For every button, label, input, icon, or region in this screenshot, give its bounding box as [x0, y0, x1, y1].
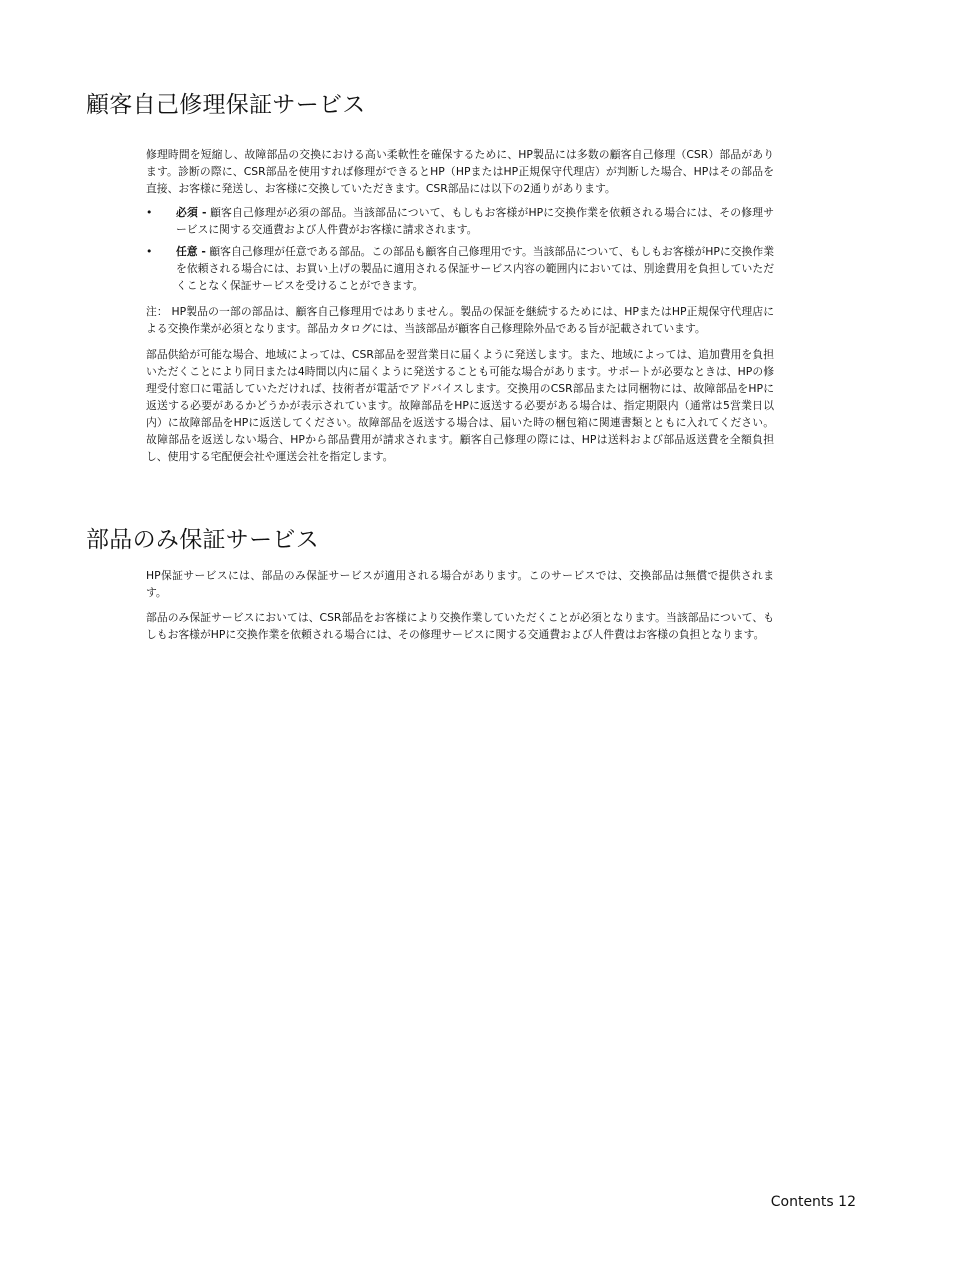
list-item-term: 任意 - [176, 245, 206, 258]
note-label: 注： [146, 305, 168, 318]
section-body-parts-only-warranty [146, 567, 774, 643]
csr-types-list [146, 204, 774, 294]
list-item-mandatory [146, 204, 774, 238]
note-text: HP製品の一部の部品は、顧客自己修理用ではありません。製品の保証を継続するためには、HPまたはHP正規保守代理店による交換作業が必須となります。部品カタログには、当該部品が顧客自己修理除外品である旨が記載されています。 [146, 305, 774, 335]
section-title-parts-only-warranty: 部品のみ保証サービス [86, 527, 319, 553]
parts-only-paragraph-2: 部品のみ保証サービスにおいては、CSR部品をお客様により交換作業していただくことが必須となります。当該部品について、もしもお客様がHPに交換作業を依頼される場合には、その修理サービスに関する交通費および人件費はお客様の負担となります。 [146, 611, 774, 641]
list-item-optional [146, 243, 774, 294]
list-item-text: 顧客自己修理が任意である部品。この部品も顧客自己修理用です。当該部品について、もしもお客様がHPに交換作業を依頼される場合には、お買い上げの製品に適用される保証サービス内容の範囲内においては、別途費用を負担していただくことなく保証サービスを受けることができます。 [176, 245, 774, 292]
section-title-customer-self-repair: 顧客自己修理保証サービス [86, 92, 366, 118]
list-item-text: 顧客自己修理が必須の部品。当該部品について、もしもお客様がHPに交換作業を依頼される場合には、その修理サービスに関する交通費および人件費がお客様に請求されます。 [176, 206, 775, 236]
bullet-icon: • [146, 206, 153, 219]
page-footer [771, 1193, 856, 1211]
bullet-icon: • [146, 245, 153, 258]
parts-only-paragraph-1: HP保証サービスには、部品のみ保証サービスが適用される場合があります。このサービスでは、交換部品は無償で提供されます。 [146, 569, 774, 599]
page-number: 12 [838, 1194, 856, 1210]
section-body-customer-self-repair [146, 146, 774, 465]
list-item-term: 必須 - [176, 206, 207, 219]
csr-shipping-paragraph: 部品供給が可能な場合、地域によっては、CSR部品を翌営業日に届くように発送します。また、地域によっては、追加費用を負担いただくことにより同日または4時間以内に届くように発送することも可能な場合があります。サポートが必要なときは、HPの修理受付窓口に電話していただければ、技術者が電話でアドバイスします。交換用のCSR部品または同梱物には、故障部品をHPに返送する必要があるかどうかが表示されています。故障部品をHPに返送する必要がある場合は、指定期限内（通常は5営業日以内）に故障部品をHPに返送してください。故障部品を返送する場合は、届いた時の梱包箱に関連書類とともに入れてください。故障部品を返送しない場合、HPから部品費用が請求されます。顧客自己修理の際には、HPは送料および部品返送費を全額負担し、使用する宅配便会社や運送会社を指定します。 [146, 348, 774, 463]
csr-intro-paragraph: 修理時間を短縮し、故障部品の交換における高い柔軟性を確保するために、HP製品には多数の顧客自己修理（CSR）部品があります。診断の際に、CSR部品を使用すれば修理ができるとHP（HPまたはHP正規保守代理店）が判断した場合、HPはその部品を直接、お客様に発送し、お客様に交換していただきます。CSR部品には以下の2通りがあります。 [146, 148, 774, 195]
note-paragraph [146, 303, 774, 337]
footer-label: Contents [770, 1194, 834, 1210]
